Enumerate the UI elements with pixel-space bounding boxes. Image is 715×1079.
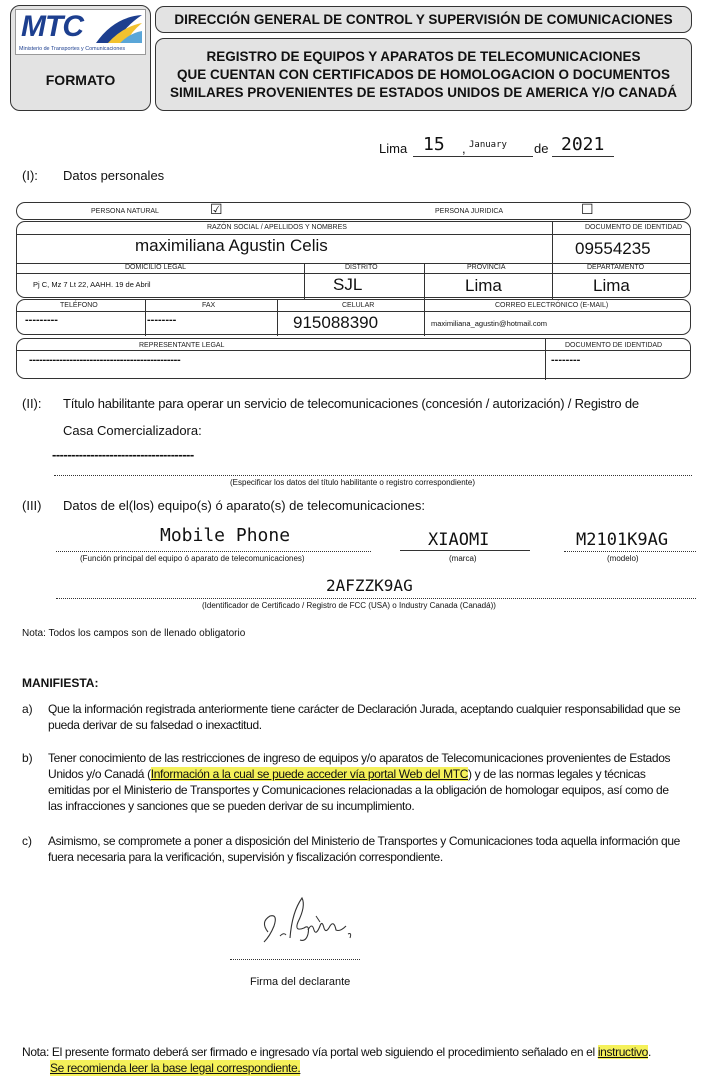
nota-final-pre: Nota: El presente formato deberá ser firmado e ingresado vía portal web siguiendo el procedimiento señalado en el <box>22 1045 598 1059</box>
fcc-value: 2AFZZK9AG <box>326 576 413 595</box>
manifiesta-b <box>48 750 715 814</box>
razon-social-value: maximiliana Agustin Celis <box>135 236 328 255</box>
departamento-value: Lima <box>593 276 630 295</box>
section-2-text-2: Casa Comercializadora: <box>63 423 202 438</box>
main-title-line-1: REGISTRO DE EQUIPOS Y APARATOS DE TELECOMUNICACIONES <box>206 48 641 64</box>
modelo-line <box>564 551 696 552</box>
persona-type-row <box>16 202 691 220</box>
manifiesta-a-line-2: pueda derivar de su falsedad o inexactitud. <box>48 718 262 732</box>
section-2-value: ------------------------------------- <box>52 447 194 462</box>
razon-social-label: RAZÓN SOCIAL / APELLIDOS Y NOMBRES <box>207 224 347 231</box>
manifiesta-b-line-1: Tener conocimiento de las restricciones de ingreso de equipos y/o aparatos de Telecomunicaciones provenientes de Estados <box>48 751 671 765</box>
section-2-line <box>54 475 692 476</box>
persona-juridica-label: PERSONA JURIDICA <box>435 208 504 215</box>
doc-identidad-value: 09554235 <box>575 239 651 258</box>
domicilio-value: Pj C, Mz 7 Lt 22, AAHH. 19 de Abril <box>33 280 151 289</box>
manifiesta-a <box>48 701 715 733</box>
date-year: 2021 <box>561 134 605 155</box>
telefono-value: --------- <box>25 314 58 326</box>
manifiesta-b-letter: b) <box>22 751 33 765</box>
manifiesta-c-line-2: fuera necesaria para la verificación, supervisión y fiscalización correspondiente. <box>48 850 443 864</box>
correo-label: CORREO ELECTRÓNICO (E-MAIL) <box>495 302 609 309</box>
mtc-logo <box>15 9 146 55</box>
divider <box>17 311 690 312</box>
provincia-label: PROVINCIA <box>467 264 506 271</box>
instructivo-link[interactable]: instructivo <box>597 1045 648 1059</box>
header-logo-box <box>10 5 151 111</box>
celular-label: CELULAR <box>342 302 375 309</box>
datos-main-box <box>16 221 691 298</box>
date-month: January <box>469 140 507 150</box>
distrito-value: SJL <box>333 275 363 294</box>
header-main-title <box>155 38 692 111</box>
b-line-2-pre: Unidos y/o Canadá ( <box>48 767 151 781</box>
divider <box>552 222 553 299</box>
departamento-label: DEPARTAMENTO <box>587 264 645 271</box>
b-line-2-post: ) y de las normas legales y técnicas <box>468 767 646 781</box>
section-2-caption: (Especificar los datos del título habilitante o registro correspondiente) <box>230 478 476 487</box>
rep-doc-value: -------- <box>551 354 581 366</box>
manifiesta-title: MANIFIESTA: <box>22 676 99 690</box>
divider <box>424 263 425 299</box>
month-underline <box>455 156 533 157</box>
divider <box>304 263 305 299</box>
fcc-line <box>56 598 696 599</box>
marca-line <box>400 550 530 551</box>
logo-wing-icon <box>94 13 144 45</box>
section-3-number: (III) <box>22 498 42 513</box>
telefono-label: TELÉFONO <box>60 302 98 309</box>
date-de: de <box>534 141 549 156</box>
divider <box>17 273 690 274</box>
persona-natural-checkbox[interactable]: ☑ <box>210 202 223 218</box>
date-day: 15 <box>423 134 445 155</box>
date-city: Lima <box>379 141 408 156</box>
fcc-caption: (Identificador de Certificado / Registro de FCC (USA) o Industry Canada (Canadá)) <box>202 601 496 610</box>
logo-text: MTC <box>21 10 83 43</box>
celular-value: 915088390 <box>293 313 379 332</box>
rep-legal-value: --------------------------------------------- <box>29 354 181 366</box>
header-top-title: DIRECCIÓN GENERAL DE CONTROL Y SUPERVISIÓN DE COMUNICACIONES <box>155 6 692 33</box>
domicilio-label: DOMICILIO LEGAL <box>125 264 187 271</box>
fax-label: FAX <box>202 302 216 309</box>
rep-legal-label: REPRESENTANTE LEGAL <box>139 342 225 349</box>
formato-label: FORMATO <box>45 72 116 88</box>
nota-obligatorio: Nota: Todos los campos son de llenado obligatorio <box>22 628 246 639</box>
year-underline <box>552 156 614 157</box>
representante-box <box>16 338 691 379</box>
funcion-line <box>56 551 371 552</box>
manifiesta-a-line-1: Que la información registrada anteriormente tiene carácter de Declaración Jurada, aceptando cualquier responsabilidad que se <box>48 702 681 716</box>
marca-caption: (marca) <box>449 554 477 563</box>
funcion-caption: (Función principal del equipo ó aparato de telecomunicaciones) <box>80 554 305 563</box>
marca-value: XIAOMI <box>428 530 490 550</box>
persona-juridica-checkbox[interactable]: ☐ <box>581 202 594 218</box>
nota-final <box>22 1044 651 1060</box>
signature-line <box>230 959 360 960</box>
date-comma: , <box>462 141 466 156</box>
provincia-value: Lima <box>465 276 502 295</box>
signature-image <box>250 892 360 956</box>
doc-identidad-label: DOCUMENTO DE IDENTIDAD <box>585 224 683 231</box>
divider <box>17 234 690 235</box>
correo-value: maximiliana_agustin@hotmail.com <box>431 319 547 328</box>
manifiesta-b-line-3: emitidas por el Ministerio de Transportes y Comunicaciones relacionadas a la obligación de homologar equipos, así como de <box>48 783 669 797</box>
section-2-text-1: Título habilitante para operar un servicio de telecomunicaciones (concesión / autorización) / Registro de <box>63 396 639 411</box>
logo-subtitle: Ministerio de Transportes y Comunicaciones <box>19 46 126 52</box>
manifiesta-c-line-1: Asimismo, se compromete a poner a disposición del Ministerio de Transportes y Comunicaciones toda aquella información que <box>48 834 680 848</box>
divider <box>277 300 278 336</box>
manifiesta-c <box>48 833 715 865</box>
mtc-portal-link[interactable]: Información a la cual se puede acceder vía portal Web del MTC <box>150 767 469 781</box>
distrito-label: DISTRITO <box>345 264 378 271</box>
section-3-title: Datos de el(los) equipo(s) ó aparato(s) de telecomunicaciones: <box>63 498 426 513</box>
funcion-value: Mobile Phone <box>160 525 291 546</box>
manifiesta-a-letter: a) <box>22 702 33 716</box>
divider <box>145 300 146 336</box>
section-1-title: Datos personales <box>63 168 165 183</box>
manifiesta-b-line-2 <box>48 766 715 782</box>
main-title-line-2: QUE CUENTAN CON CERTIFICADOS DE HOMOLOGACION O DOCUMENTOS <box>176 66 670 82</box>
signature-caption: Firma del declarante <box>250 976 351 988</box>
modelo-value: M2101K9AG <box>576 530 669 550</box>
modelo-caption: (modelo) <box>607 554 639 563</box>
persona-natural-label: PERSONA NATURAL <box>91 208 159 215</box>
contacto-box <box>16 299 691 335</box>
nota-final-post: . <box>647 1045 651 1059</box>
manifiesta-c-letter: c) <box>22 834 32 848</box>
divider <box>17 350 690 351</box>
section-1-number: (I): <box>22 168 38 183</box>
rep-doc-label: DOCUMENTO DE IDENTIDAD <box>565 342 663 349</box>
section-2-number: (II): <box>22 396 42 411</box>
divider <box>545 339 546 380</box>
base-legal-link[interactable]: Se recomienda leer la base legal correspondiente. <box>50 1061 301 1075</box>
fax-value: -------- <box>147 314 177 326</box>
main-title-line-3: SIMILARES PROVENIENTES DE ESTADOS UNIDOS DE AMERICA Y/O CANADÁ <box>169 84 678 100</box>
day-underline <box>413 156 461 157</box>
divider <box>424 300 425 336</box>
manifiesta-b-line-4: las infracciones y sanciones que se pueden derivar de su incumplimiento. <box>48 799 415 813</box>
